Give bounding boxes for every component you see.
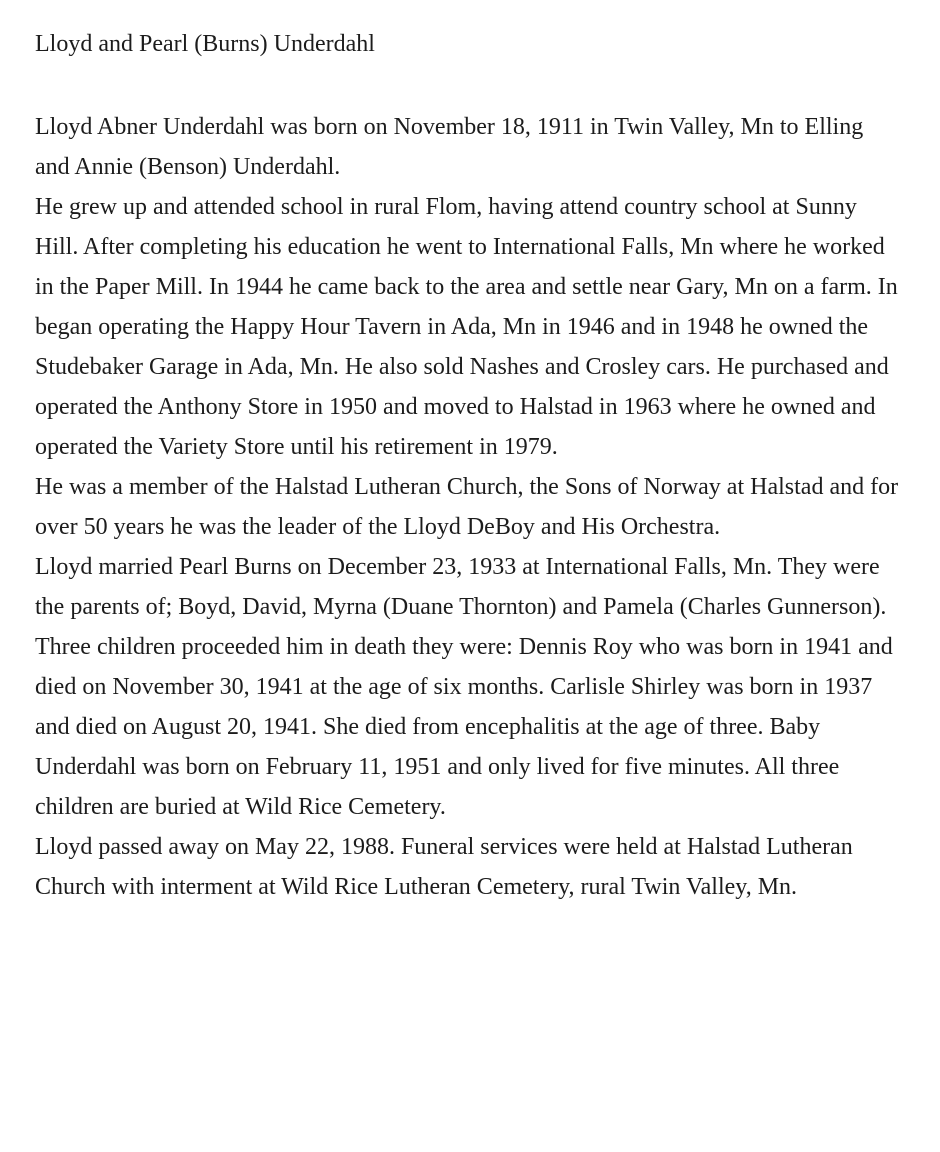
document-title: Lloyd and Pearl (Burns) Underdahl xyxy=(35,31,375,57)
title-spacer xyxy=(35,61,900,107)
paragraph-birth: Lloyd Abner Underdahl was born on November 18, 1911 in Twin Valley, Mn to Elling and Annie (Benson) Underdahl. xyxy=(35,114,864,180)
paragraph-death: Lloyd passed away on May 22, 1988. Funeral services were held at Halstad Lutheran Church with interment at Wild Rice Lutheran Cemetery, rural Twin Valley, Mn. xyxy=(35,834,853,900)
paragraph-memberships: He was a member of the Halstad Lutheran Church, the Sons of Norway at Halstad and for over 50 years he was the leader of the Lloyd DeBoy and His Orchestra. xyxy=(35,474,899,540)
document-body xyxy=(35,107,900,907)
paragraph-family: Lloyd married Pearl Burns on December 23, 1933 at International Falls, Mn. They were the parents of; Boyd, David, Myrna (Duane Thornton) and Pamela (Charles Gunnerson). Three children proceeded him in death they were: Dennis Roy who was born in 1941 and died on November 30, 1941 at the age of six months. Carlisle Shirley was born in 1937 and died on August 20, 1941. She died from encephalitis at the age of three. Baby Underdahl was born on February 11, 1951 and only lived for five minutes. All three children are buried at Wild Rice Cemetery. xyxy=(35,554,893,820)
paragraph-career: He grew up and attended school in rural Flom, having attend country school at Sunny Hill. After completing his education he went to International Falls, Mn where he worked in the Paper Mill. In 1944 he came back to the area and settle near Gary, Mn on a farm. In began operating the Happy Hour Tavern in Ada, Mn in 1946 and in 1948 he owned the Studebaker Garage in Ada, Mn. He also sold Nashes and Crosley cars. He purchased and operated the Anthony Store in 1950 and moved to Halstad in 1963 where he owned and operated the Variety Store until his retirement in 1979. xyxy=(35,194,898,460)
